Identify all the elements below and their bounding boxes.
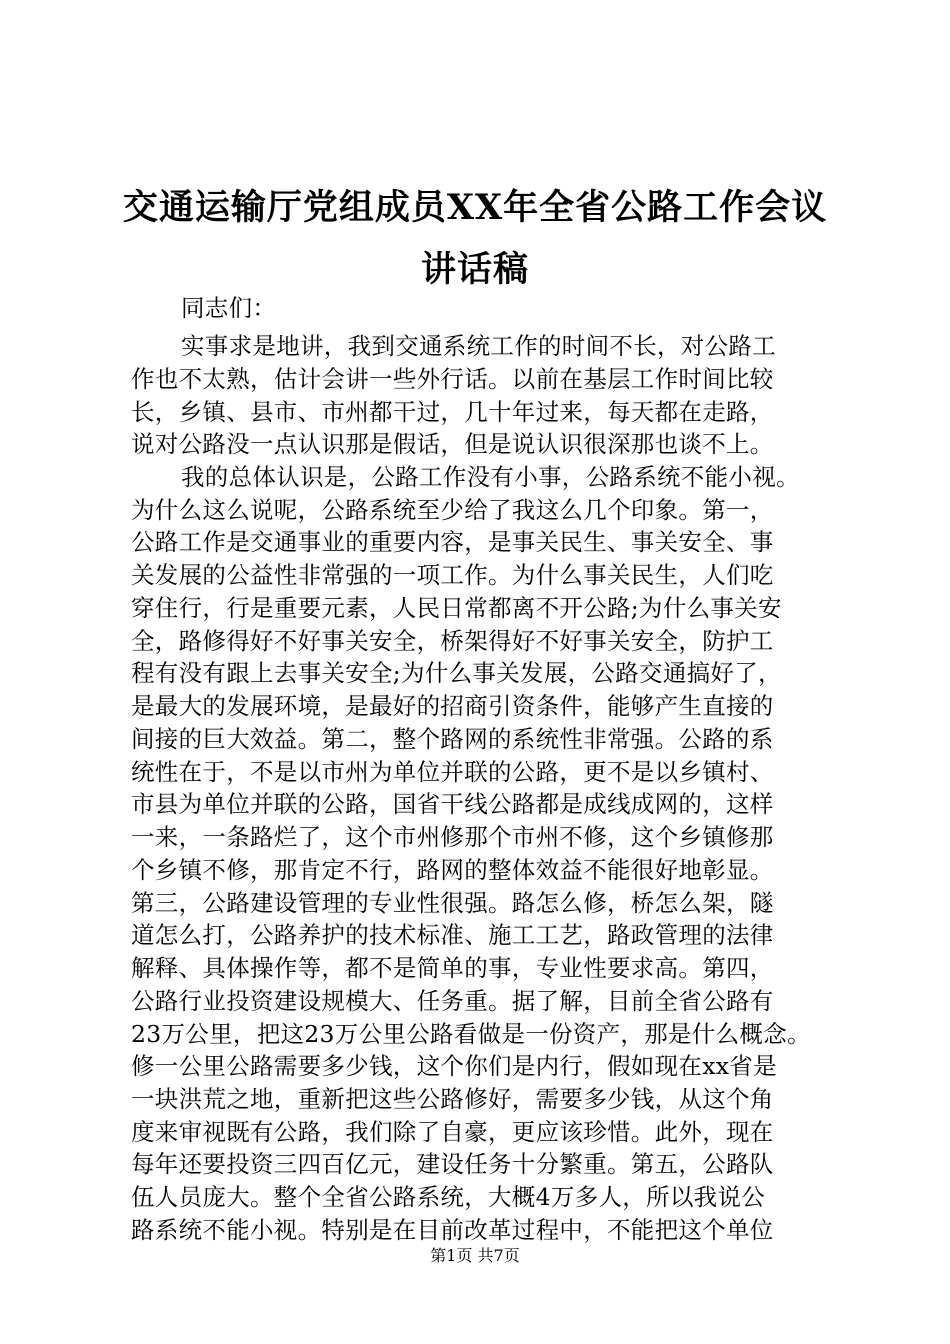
body-line: 公路工作是交通事业的重要内容，是事关民生、事关安全、事 [131, 528, 774, 556]
body-line: 每年还要投资三四百亿元，建设任务十分繁重。第五，公路队 [131, 1150, 774, 1178]
body-line: 修一公里公路需要多少钱，这个你们是内行，假如现在xx省是 [131, 1052, 777, 1080]
body-line: 度来审视既有公路，我们除了自豪，更应该珍惜。此外，现在 [131, 1118, 774, 1146]
body-line: 是最大的发展环境，是最好的招商引资条件，能够产生直接的 [131, 692, 774, 720]
page-number-footer: 第1页 共7页 [430, 1246, 520, 1265]
body-line: 关发展的公益性非常强的一项工作。为什么事关民生，人们吃 [131, 561, 774, 589]
body-line: 我的总体认识是，公路工作没有小事，公路系统不能小视。 [181, 463, 800, 491]
salutation: 同志们： [181, 294, 277, 322]
body-line: 穿住行，行是重要元素，人民日常都离不开公路;为什么事关安 [131, 594, 782, 622]
body-line: 长，乡镇、县市、市州都干过，几十年过来，每天都在走路， [131, 398, 774, 426]
body-line: 为什么这么说呢，公路系统至少给了我这么几个印象。第一， [131, 496, 774, 524]
body-line: 道怎么打，公路养护的技术标准、施工工艺，路政管理的法律 [131, 921, 774, 949]
body-line: 作也不太熟，估计会讲一些外行话。以前在基层工作时间比较 [131, 365, 774, 393]
body-line: 一来，一条路烂了，这个市州修那个市州不修，这个乡镇修那 [131, 823, 774, 851]
body-line: 个乡镇不修，那肯定不行，路网的整体效益不能很好地彰显。 [131, 856, 774, 884]
body-line: 解释、具体操作等，都不是简单的事，专业性要求高。第四， [131, 954, 774, 982]
document-title-line-1: 交通运输厅党组成员XX年全省公路工作会议 [122, 187, 828, 228]
body-line: 程有没有跟上去事关安全;为什么事关发展，公路交通搞好了， [131, 659, 782, 687]
body-line: 实事求是地讲，我到交通系统工作的时间不长，对公路工 [181, 332, 776, 360]
body-line: 一块洪荒之地，重新把这些公路修好，需要多少钱，从这个角 [131, 1085, 774, 1113]
body-line: 间接的巨大效益。第二，整个路网的系统性非常强。公路的系 [131, 725, 774, 753]
body-line: 市县为单位并联的公路，国省干线公路都是成线成网的，这样 [131, 790, 774, 818]
document-title-line-2: 讲话稿 [420, 249, 529, 290]
body-line: 统性在于，不是以市州为单位并联的公路，更不是以乡镇村、 [131, 758, 774, 786]
body-line: 23万公里，把这23万公里公路看做是一份资产，那是什么概念。 [131, 1020, 811, 1048]
body-line: 公路行业投资建设规模大、任务重。据了解，目前全省公路有 [131, 987, 774, 1015]
body-line: 第三，公路建设管理的专业性很强。路怎么修，桥怎么架，隧 [131, 889, 774, 917]
body-line: 说对公路没一点认识那是假话，但是说认识很深那也谈不上。 [131, 430, 774, 458]
body-line: 路系统不能小视。特别是在目前改革过程中，不能把这个单位 [131, 1216, 774, 1244]
body-line: 全，路修得好不好事关安全，桥架得好不好事关安全，防护工 [131, 627, 774, 655]
body-line: 伍人员庞大。整个全省公路系统，大概4万多人，所以我说公 [131, 1183, 766, 1211]
